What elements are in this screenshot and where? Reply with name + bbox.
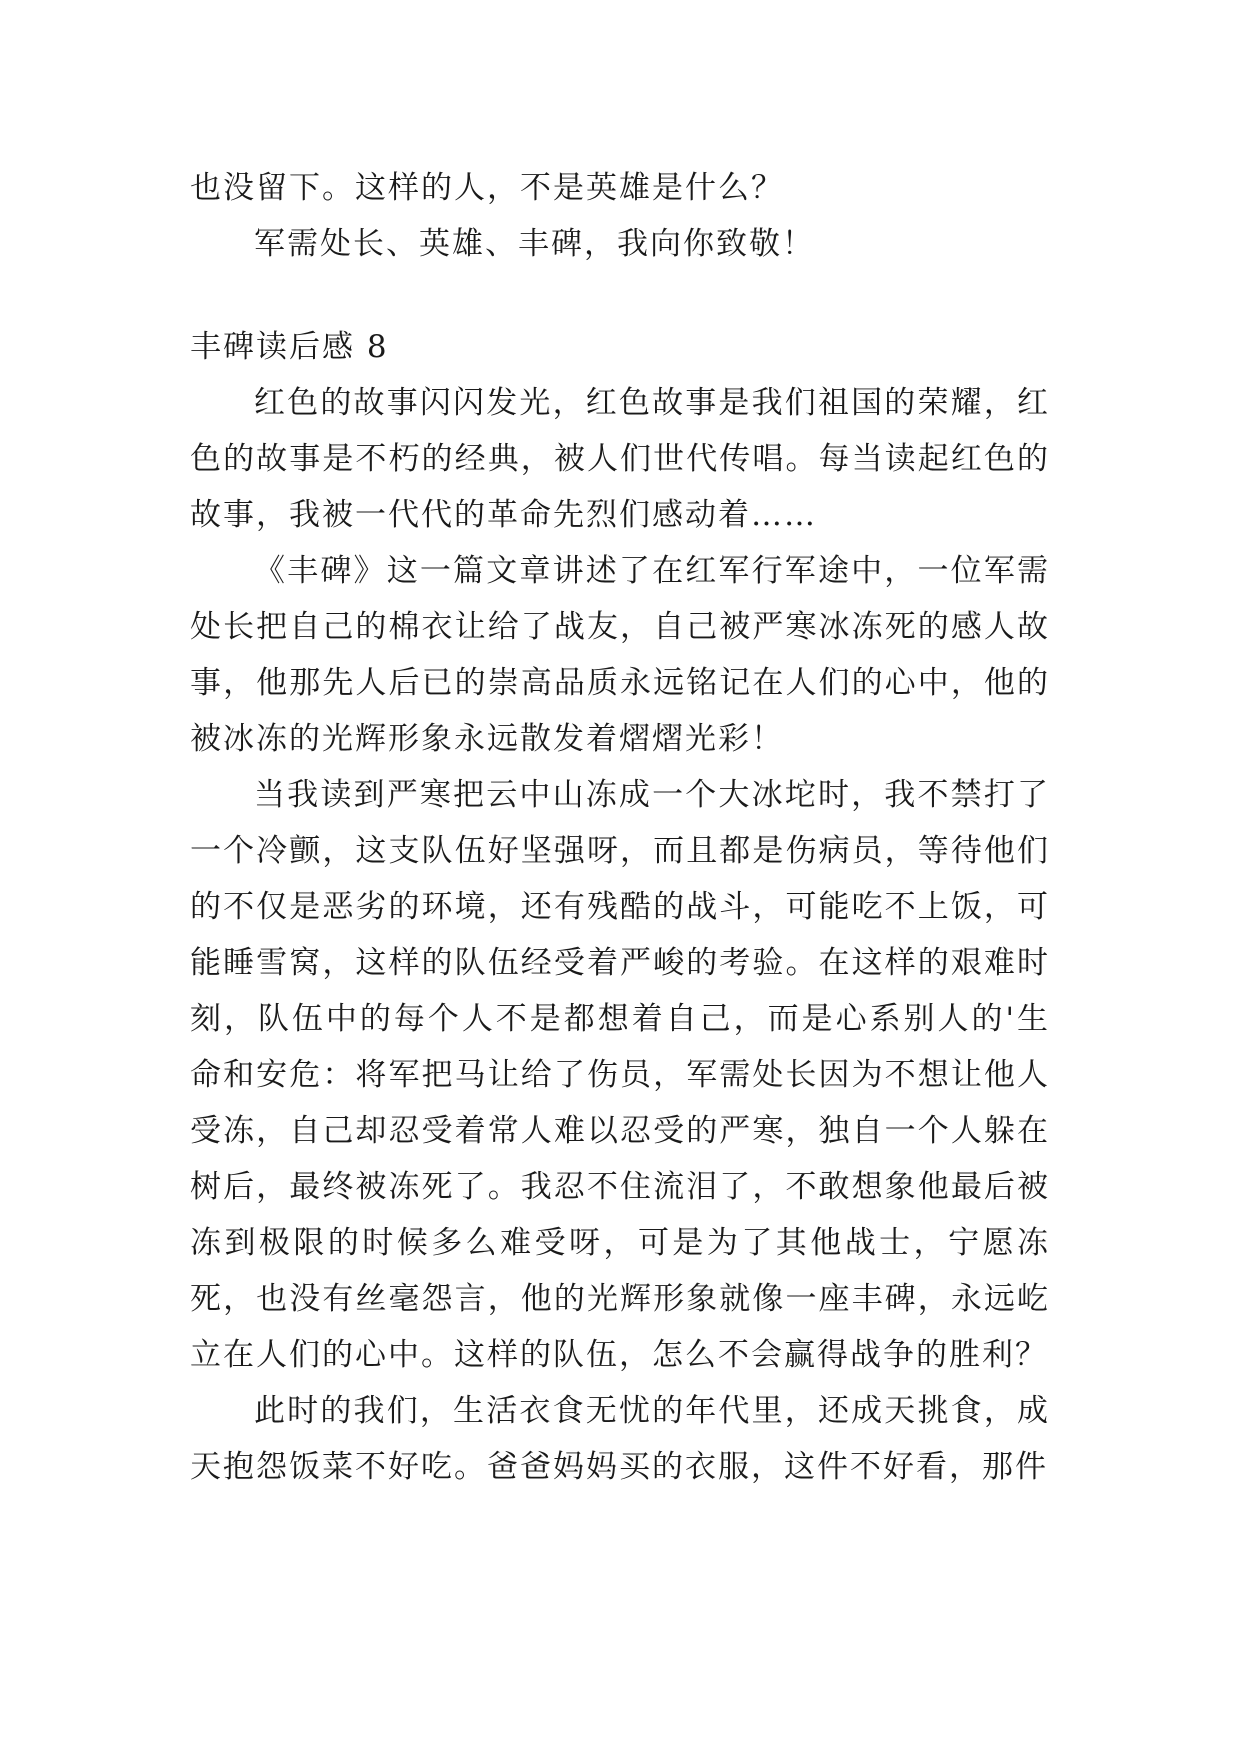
section-spacer: [190, 272, 1050, 319]
continuation-paragraph-2: 军需处长、英雄、丰碑，我向你致敬！: [254, 226, 815, 262]
paragraph-1: 红色的故事闪闪发光，红色故事是我们祖国的荣耀，红色的故事是不朽的经典，被人们世代传唱。每当读起红色的故事，我被一代代的革命先烈们感动着……: [190, 385, 1050, 533]
document-body: [190, 160, 1050, 1495]
paragraph-3: 当我读到严寒把云中山冻成一个大冰坨时，我不禁打了一个冷颤，这支队伍好坚强呀，而且都是伤病员，等待他们的不仅是恶劣的环境，还有残酷的战斗，可能吃不上饭，可能睡雪窝，这样的队伍经受着严峻的考验。在这样的艰难时刻，队伍中的每个人不是都想着自己，而是心系别人的'生命和安危：将军把马让给了伤员，军需处长因为不想让他人受冻，自己却忍受着常人难以忍受的严寒，独自一个人躲在树后，最终被冻死了。我忍不住流泪了，不敢想象他最后被冻到极限的时候多么难受呀，可是为了其他战士，宁愿冻死，也没有丝毫怨言，他的光辉形象就像一座丰碑，永远屹立在人们的心中。这样的队伍，怎么不会赢得战争的胜利？: [190, 777, 1050, 1373]
paragraph-2: 《丰碑》这一篇文章讲述了在红军行军途中，一位军需处长把自己的棉衣让给了战友，自己被严寒冰冻死的感人故事，他那先人后已的崇高品质永远铭记在人们的心中，他的被冰冻的光辉形象永远散发着熠熠光彩！: [190, 553, 1050, 757]
section-title: 丰碑读后感 8: [190, 329, 389, 365]
paragraph-4: 此时的我们，生活衣食无忧的年代里，还成天挑食，成天抱怨饭菜不好吃。爸爸妈妈买的衣服，这件不好看，那件: [190, 1393, 1050, 1485]
continuation-paragraph-1: 也没留下。这样的人，不是英雄是什么？: [190, 170, 784, 206]
